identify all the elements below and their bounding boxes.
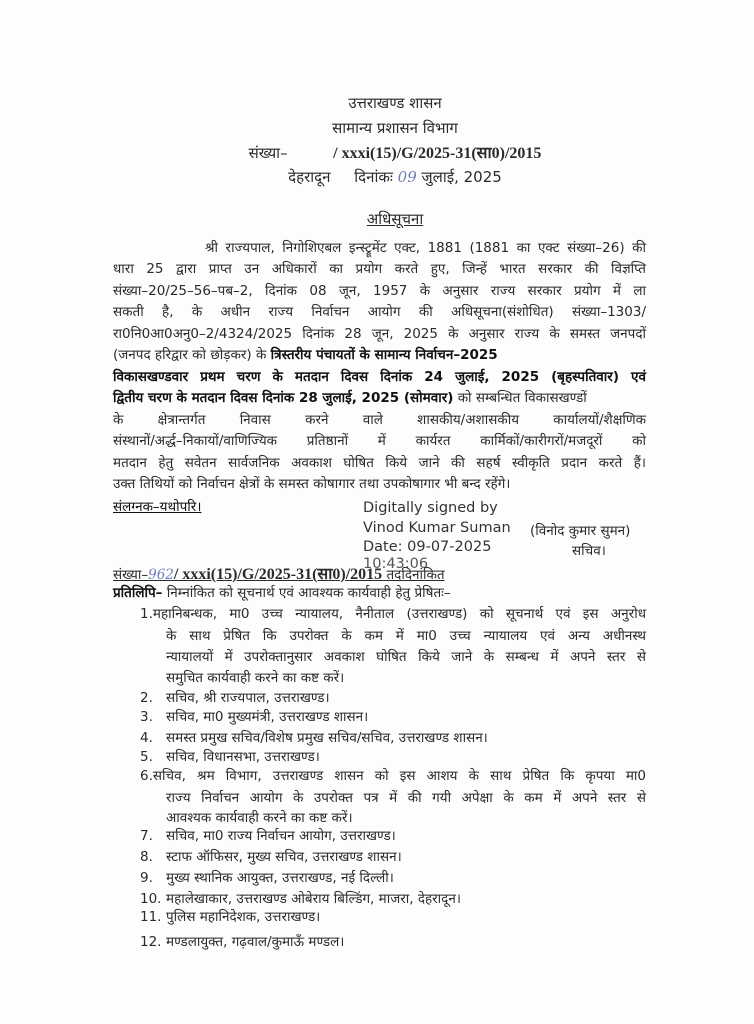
body-line: उक्त तिथियों को निर्वाचन क्षेत्रों के समस्त कोषागार तथा उपकोषागार भी बन्द रहेंगे। — [113, 476, 511, 492]
body-line — [113, 388, 646, 406]
signer-name-hindi: (विनोद कुमार सुमन) — [530, 523, 631, 539]
recipient-line — [140, 889, 461, 907]
department-name: सामान्य प्रशासन विभाग — [332, 119, 458, 137]
item-number: 9. — [140, 870, 153, 886]
handwritten-number: 962 — [148, 567, 174, 583]
item-text: सचिव, मा0 राज्य निर्वाचन आयोग, उत्तराखण्ड। — [166, 828, 396, 844]
recipient-line: न्यायालयों में उपरोक्तानुसार अवकाश घोषित किये जाने के सम्बन्ध में अपने स्तर से — [166, 649, 646, 665]
recipient-line: समुचित कार्यवाही करने का कष्ट करें। — [166, 670, 345, 686]
body-text: (जनपद हरिद्वार को छोड़कर) के — [113, 347, 267, 363]
page-title: अधिसूचना — [366, 210, 424, 228]
body-text-bold: त्रिस्तरीय पंचायतों के सामान्य निर्वाचन–2025 — [270, 347, 498, 363]
recipient-line: के साथ प्रेषित कि उपरोक्त के कम में मा0 उच्च न्यायालय एवं अन्य अधीनस्थ — [166, 628, 646, 644]
item-text: महानिबन्धक, मा0 उच्च न्यायालय, नैनीताल (उत्तराखण्ड) को सूचनार्थ एवं इस अनुरोध — [152, 606, 646, 622]
number-ref: / xxxi(15)/G/2025-31(सा0)/2015 — [333, 145, 542, 162]
recipient-line — [140, 688, 330, 706]
item-text: समस्त प्रमुख सचिव/विशेष प्रमुख सचिव/सचिव, उत्तराखण्ड शासन। — [166, 730, 488, 746]
recipient-line — [140, 728, 488, 746]
recipient-line — [140, 932, 344, 950]
copy-reference — [113, 562, 646, 584]
item-number: 4. — [140, 730, 153, 746]
item-number: 7. — [140, 828, 153, 844]
item-text: सचिव, श्री राज्यपाल, उत्तराखण्ड। — [166, 690, 330, 706]
recipient-line: राज्य निर्वाचन आयोग के उपरोक्त पत्र में की गयी अपेक्षा के कम में अपने स्तर से — [166, 790, 646, 806]
enclosure: संलग्नक–यथोपरि। — [113, 499, 202, 515]
body-line: धारा 25 द्वारा प्राप्त उन अधिकारों का प्रयोग करते हुए, जिन्हें भारत सरकार की विज्ञप्ति — [113, 261, 646, 277]
body-line: मतदान हेतु सवेतन सार्वजनिक अवकाश घोषित किये जाने की सहर्ष स्वीकृति प्रदान करते हैं। — [113, 455, 646, 471]
item-text: सचिव, श्रम विभाग, उत्तराखण्ड शासन को इस आशय के साथ प्रेषित कि कृपया मा0 — [152, 768, 646, 784]
recipient-line: आवश्यक कार्यवाही करने का कष्ट करें। — [166, 810, 353, 826]
order-number — [0, 141, 754, 163]
recipient-line — [140, 707, 368, 725]
item-number: 6. — [140, 768, 153, 784]
place-date — [0, 167, 754, 187]
item-number: 2. — [140, 690, 153, 706]
item-text: मुख्य स्थानिक आयुक्त, उत्तराखण्ड, नई दिल्ली। — [166, 870, 394, 886]
item-number: 12. — [140, 934, 162, 950]
recipient-line — [140, 826, 396, 844]
item-number: 10. — [140, 891, 162, 907]
body-line: संख्या–20/25–56–पब–2, दिनांक 08 जून, 1957 के अनुसार राज्य सरकार प्रयोग में ला — [113, 283, 646, 299]
body-line: श्री राज्यपाल, निगोशिएबल इन्स्ट्रूमेंट एक्ट, 1881 (1881 का एक्ट संख्या–26) की — [205, 240, 646, 256]
recipient-line — [140, 747, 320, 765]
item-text: महालेखाकार, उत्तराखण्ड ओबेराय बिल्डिंग, माजरा, देहरादून। — [166, 891, 461, 907]
item-text: मण्डलायुक्त, गढ़वाल/कुमाऊँ मण्डल। — [166, 934, 345, 950]
copy-number-label: संख्या– — [113, 567, 149, 583]
item-number: 3. — [140, 709, 153, 725]
copy-label: प्रतिलिपि– — [113, 585, 163, 601]
place: देहरादून — [288, 168, 331, 186]
body-line: संस्थानों/अर्द्ध–निकायों/वाणिज्यिक प्रतिष्ठानों में कार्यरत कार्मिकों/कारीगरों/मजदूरों को — [113, 433, 646, 449]
copy-text: निम्नांकित को सूचनार्थ एवं आवश्यक कार्यवाही हेतु प्रेषितः– — [166, 585, 451, 601]
number-label: संख्या– — [248, 144, 288, 162]
signer-name: Vinod Kumar Suman — [363, 520, 511, 536]
item-number: 11. — [140, 909, 162, 925]
body-line: के क्षेत्रान्तर्गत निवास करने वाले शासकीय/अशासकीय कार्यालयों/शैक्षणिक — [113, 412, 646, 428]
recipient-line — [140, 847, 402, 865]
signature-line: Digitally signed by — [363, 500, 498, 516]
item-text: स्टाफ ऑफिसर, मुख्य सचिव, उत्तराखण्ड शासन। — [166, 849, 402, 865]
item-text: सचिव, मा0 मुख्यमंत्री, उत्तराखण्ड शासन। — [166, 709, 369, 725]
item-number: 8. — [140, 849, 153, 865]
signature-time: 10:43:06 — [363, 556, 429, 572]
copy-suffix: तददिनांकित — [386, 567, 445, 583]
body-line: रा0नि0आ0अनु0–2/4324/2025 दिनांक 28 जून, 2025 के अनुसार राज्य के समस्त जनपदों — [113, 326, 646, 342]
item-number: 1. — [140, 606, 153, 622]
copy-intro — [113, 583, 646, 601]
govt-name: उत्तराखण्ड शासन — [348, 94, 442, 112]
recipient-line — [140, 604, 646, 622]
item-text: सचिव, विधानसभा, उत्तराखण्ड। — [166, 749, 320, 765]
date-label: दिनांकः — [354, 168, 393, 186]
signature-date: Date: 09-07-2025 — [363, 539, 492, 555]
item-text: पुलिस महानिदेशक, उत्तराखण्ड। — [166, 909, 321, 925]
body-text-bold: द्वितीय चरण के मतदान दिवस दिनांक 28 जुलाई, 2025 (सोमवार) — [113, 390, 454, 406]
body-line: सकती है, के अधीन राज्य निर्वाचन आयोग की अधिसूचना(संशोधित) संख्या–1303/ — [113, 304, 646, 320]
recipient-line — [140, 766, 646, 784]
date-rest: जुलाई, 2025 — [421, 168, 502, 186]
recipient-line — [140, 907, 320, 925]
body-line — [113, 345, 646, 363]
copy-number-ref: / xxxi(15)/G/2025-31(सा0)/2015 — [173, 566, 383, 583]
recipient-line — [140, 868, 394, 886]
designation: सचिव। — [572, 543, 606, 559]
handwritten-date: 09 — [397, 168, 417, 186]
body-line-bold: विकासखण्डवार प्रथम चरण के मतदान दिवस दिनांक 24 जुलाई, 2025 (बृहस्पतिवार) एवं — [113, 369, 646, 385]
item-number: 5. — [140, 749, 153, 765]
body-text: को सम्बन्धित विकासखण्डों — [457, 390, 587, 406]
